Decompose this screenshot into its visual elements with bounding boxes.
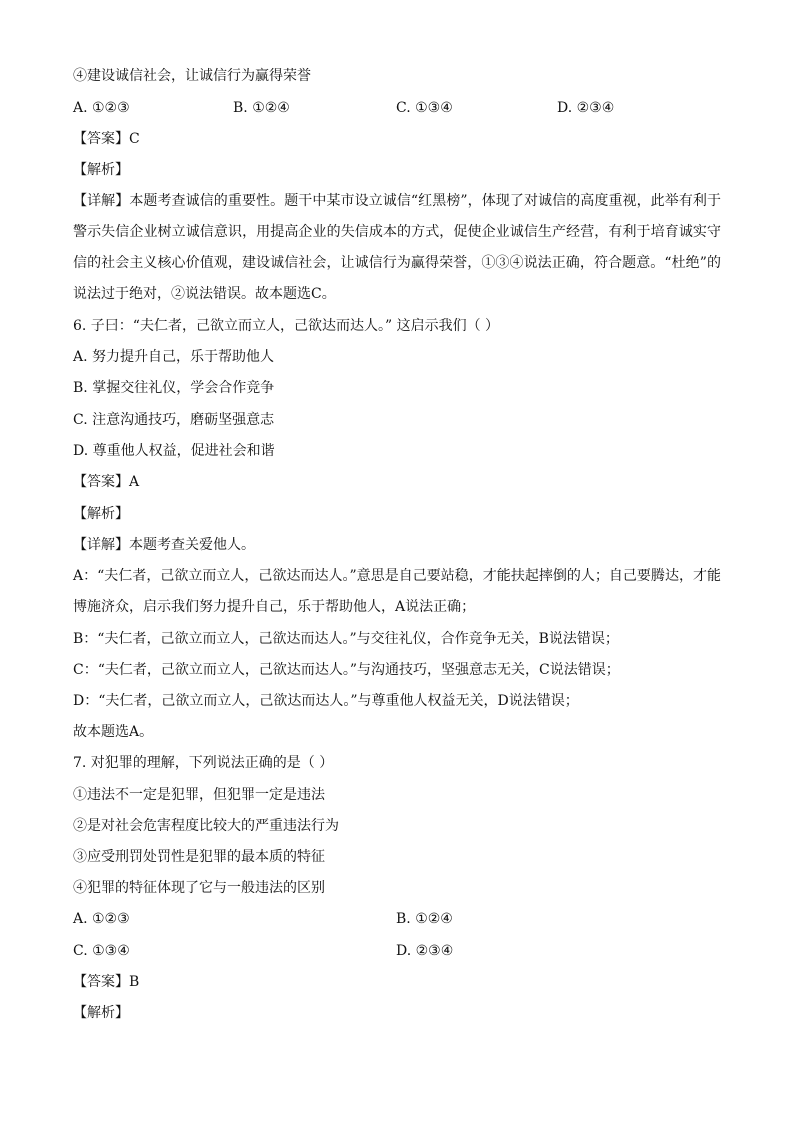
q7-statement-4: ④犯罪的特征体现了它与一般违法的区别 bbox=[73, 880, 325, 896]
q7-option-c: C. ①③④ bbox=[73, 943, 130, 959]
q6-conclusion: 故本题选A。 bbox=[73, 724, 154, 740]
q6-explanation-a: A：“夫仁者，己欲立而立人，己欲达而达人。”意思是自己要站稳，才能扶起摔倒的人；自己要腾达，才能博施济众，启示我们努力提升自己，乐于帮助他人，A说法正确； bbox=[73, 568, 721, 615]
q7-statement-3: ③应受刑罚处罚性是犯罪的最本质的特征 bbox=[73, 849, 325, 865]
q5-analysis-heading: 【解析】 bbox=[73, 162, 129, 178]
q6-option-a: A. 努力提升自己，乐于帮助他人 bbox=[73, 349, 275, 365]
q6-explanation-d: D：“夫仁者，己欲立而立人，己欲达而达人。”与尊重他人权益无关，D说法错误； bbox=[73, 693, 579, 709]
q5-option-d: D. ②③④ bbox=[557, 100, 615, 116]
q5-answer: 【答案】C bbox=[73, 131, 140, 147]
q7-statement-1: ①违法不一定是犯罪，但犯罪一定是违法 bbox=[73, 787, 325, 803]
q7-option-b: B. ①②④ bbox=[396, 911, 453, 927]
q6-explanation-c: C：“夫仁者，己欲立而立人，己欲达而达人。”与沟通技巧，坚强意志无关，C说法错误； bbox=[73, 662, 620, 678]
q7-analysis-heading: 【解析】 bbox=[73, 1005, 129, 1021]
q5-option-c: C. ①③④ bbox=[396, 100, 453, 116]
q7-answer: 【答案】B bbox=[73, 974, 140, 990]
q7-option-d: D. ②③④ bbox=[396, 943, 454, 959]
q6-option-c: C. 注意沟通技巧，磨砺坚强意志 bbox=[73, 412, 275, 428]
q7-option-a: A. ①②③ bbox=[73, 911, 130, 927]
q6-option-d: D. 尊重他人权益，促进社会和谐 bbox=[73, 443, 275, 459]
q6-explanation-b: B：“夫仁者，己欲立而立人，己欲达而达人。”与交往礼仪，合作竞争无关，B说法错误； bbox=[73, 631, 619, 647]
q6-analysis-heading: 【解析】 bbox=[73, 506, 129, 522]
q7-stem: 7. 对犯罪的理解，下列说法正确的是（ ） bbox=[73, 755, 334, 771]
q5-option-b: B. ①②④ bbox=[233, 100, 290, 116]
q6-answer: 【答案】A bbox=[73, 474, 140, 490]
q7-statement-2: ②是对社会危害程度比较大的严重违法行为 bbox=[73, 818, 339, 834]
q5-statement-4: ④建设诚信社会，让诚信行为赢得荣誉 bbox=[73, 68, 311, 84]
q6-stem: 6. 子曰：“夫仁者，己欲立而立人，己欲达而达人。” 这启示我们（ ） bbox=[73, 318, 500, 334]
q6-detail: 【详解】本题考查关爱他人。 bbox=[73, 537, 255, 553]
q5-option-a: A. ①②③ bbox=[73, 100, 130, 116]
q5-detail-paragraph: 【详解】本题考查诚信的重要性。题干中某市设立诚信“红黑榜”，体现了对诚信的高度重视，此举有利于警示失信企业树立诚信意识，用提高企业的失信成本的方式，促使企业诚信生产经营，有利于培育诚实守信的社会主义核心价值观，建设诚信社会，让诚信行为赢得荣誉，①③④说法正确，符合题意。“杜绝”的说法过于绝对，②说法错误。故本题选C。 bbox=[73, 193, 721, 302]
q6-option-b: B. 掌握交往礼仪，学会合作竞争 bbox=[73, 380, 275, 396]
